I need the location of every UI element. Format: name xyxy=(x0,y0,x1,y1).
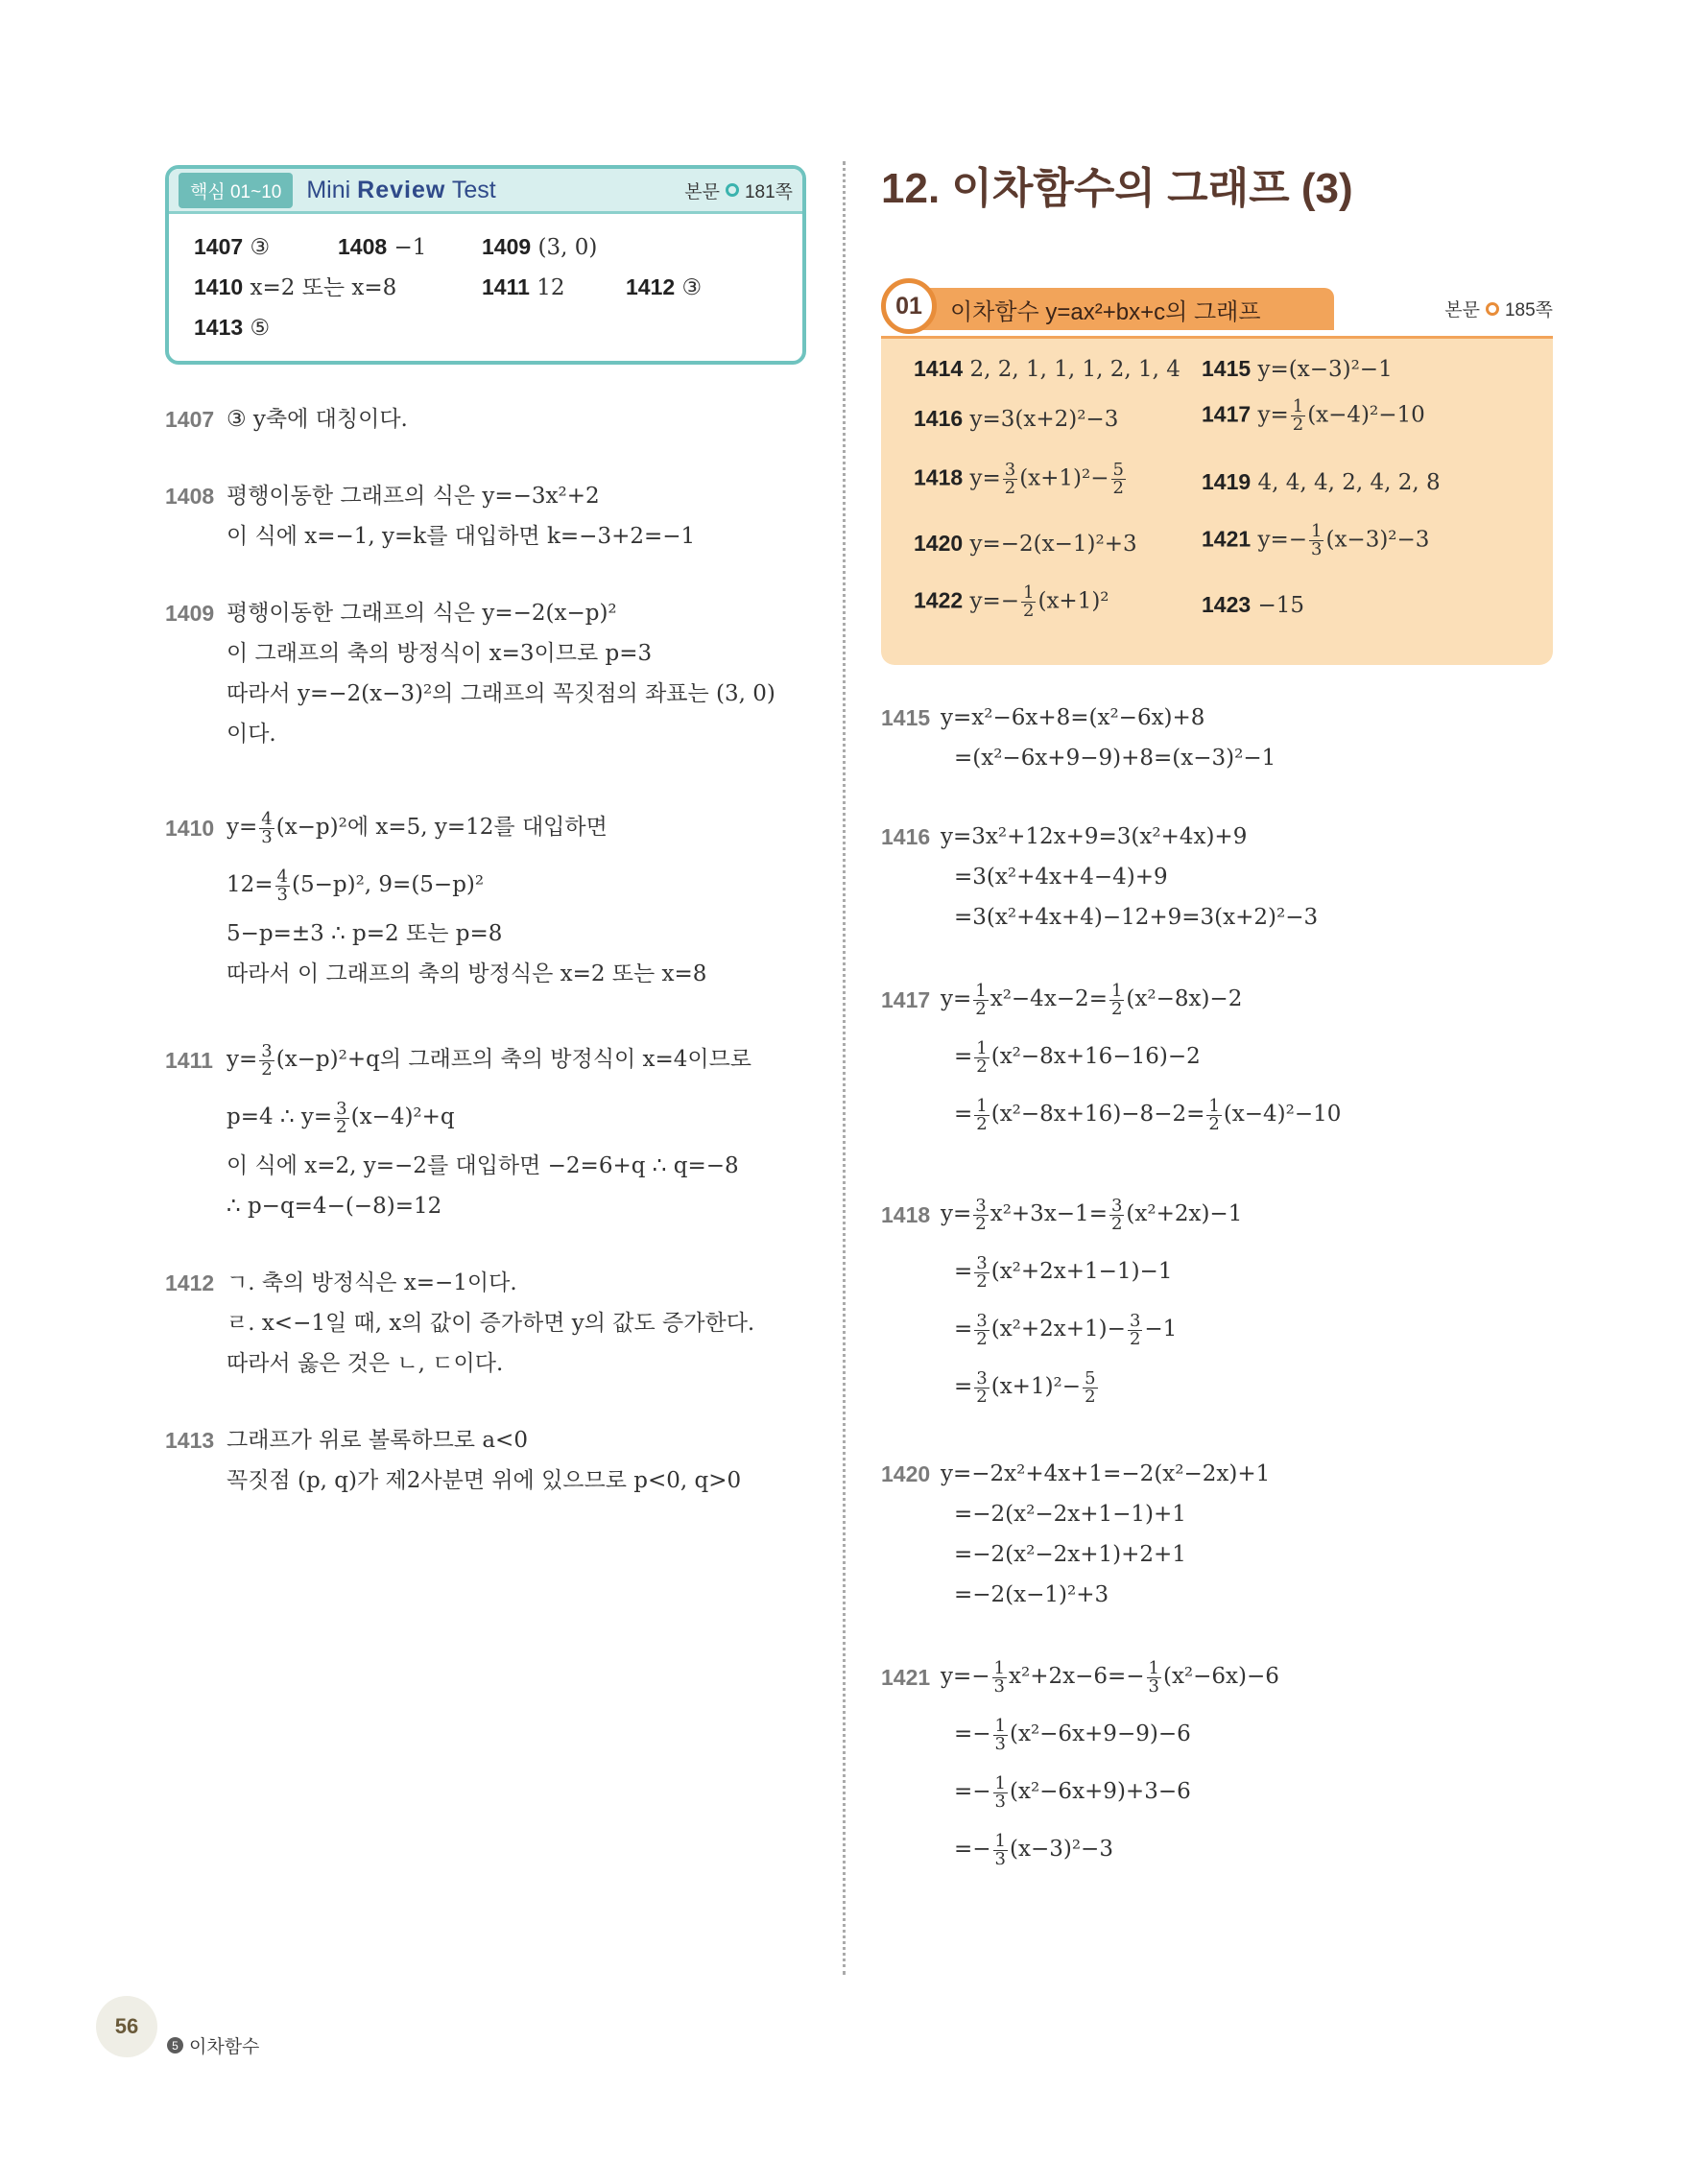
answer-1413: 1413 ⑤ xyxy=(194,315,271,341)
solution-1411: 1411 y= $\frac{3}{2}$ (x−p)²+q의 그래프의 축의 방정식이 x=4이므로 p=4 ∴ y= $\frac{3}{2}$ (x−4)²+q 이 식에 x=2, y=−2를 대입하면 −2=6+q ∴ q=−8 ∴ p−q=4−(−8)=12 xyxy=(165,1040,752,1219)
solution-1415: 1415 y=x²−6x+8=(x²−6x)+8 =(x²−6x+9−9)+8=(x−3)²−1 xyxy=(881,705,1276,771)
chapter-title: 12. 이차함수의 그래프 (3) xyxy=(881,165,1353,212)
answer-1407: 1407 ③ xyxy=(194,234,271,260)
solution-1416: 1416 y=3x²+12x+9=3(x²+4x)+9 =3(x²+4x+4−4)+9 =3(x²+4x+4)−12+9=3(x+2)²−3 xyxy=(881,824,1319,930)
mini-review-box xyxy=(165,165,806,365)
solution-1413: 1413 그래프가 위로 볼록하므로 a<0 꼭짓점 (p, q)가 제2사분면 위에 있으므로 p<0, q>0 xyxy=(165,1428,742,1493)
solution-1409: 1409 평행이동한 그래프의 식은 y=−2(x−p)² 이 그래프의 축의 방정식이 x=3이므로 p=3 따라서 y=−2(x−3)²의 그래프의 꼭짓점의 좌표는 (3, 0) 이다. xyxy=(165,601,775,747)
answer-1408: 1408 −1 xyxy=(338,234,427,260)
section-page-reference: 본문 185쪽 xyxy=(1444,300,1553,320)
chapter-footer xyxy=(167,2032,259,2058)
solution-1417: 1417 y= $\frac{1}{2}$ x²−4x−2= $\frac{1}{2}$ (x²−8x)−2 = $\frac{1}{2}$ (x²−8x+16−16)−2 = $\frac{1}{2}$ (x²−8x+16)−8−2= $\frac{1}{2}$ (x−4)²−10 xyxy=(881,980,1342,1134)
arrow-circle-icon xyxy=(726,183,739,197)
answer-1419: 1419 4, 4, 4, 2, 4, 2, 8 xyxy=(1202,469,1441,495)
section-number-badge: 01 xyxy=(881,278,937,334)
mini-review-title: Mini Review Test xyxy=(306,176,496,203)
answer-1410: 1410 x=2 또는 x=8 xyxy=(194,274,397,300)
core-tag: 핵심 01~10 xyxy=(179,173,293,208)
answer-1423: 1423 −15 xyxy=(1202,592,1305,618)
right-column xyxy=(881,154,1553,1878)
solution-1408: 1408 평행이동한 그래프의 식은 y=−3x²+2 이 식에 x=−1, y=k를 대입하면 k=−3+2=−1 xyxy=(165,484,696,549)
answer-1417: 1417 y= $\frac{1}{2}$ (x−4)²−10 xyxy=(1202,396,1425,435)
answer-1412: 1412 ③ xyxy=(626,274,703,300)
chapter-number-icon: 5 xyxy=(167,2037,183,2053)
solution-1418: 1418 y= $\frac{3}{2}$ x²+3x−1= $\frac{3}{2}$ (x²+2x)−1 = $\frac{3}{2}$ (x²+2x+1−1)−1 = $\frac{3}{2}$ (x²+2x+1)− $\frac{3}{2}$ −1 = $\frac{3}{2}$ (x+1)²− $\frac{5}{2}$ xyxy=(881,1195,1243,1407)
chapter-name: 이차함수 xyxy=(189,2037,260,2057)
answer-1415: 1415 y=(x−3)²−1 xyxy=(1202,356,1393,382)
mini-review-header xyxy=(169,169,802,214)
answer-1422: 1422 y=− $\frac{1}{2}$ (x+1)² xyxy=(914,582,1109,621)
page-number: 56 xyxy=(96,1996,157,2057)
solution-1420: 1420 y=−2x²+4x+1=−2(x²−2x)+1 =−2(x²−2x+1−1)+1 =−2(x²−2x+1)+2+1 =−2(x−1)²+3 xyxy=(881,1461,1271,1607)
solution-1412: 1412 ㄱ. 축의 방정식은 x=−1이다. ㄹ. x<−1일 때, x의 값이 증가하면 y의 값도 증가한다. 따라서 옳은 것은 ㄴ, ㄷ이다. xyxy=(165,1270,755,1376)
solution-1407: 1407 ③ y축에 대칭이다. xyxy=(165,407,408,432)
answer-1421: 1421 y=− $\frac{1}{3}$ (x−3)²−3 xyxy=(1202,521,1430,559)
answer-1418: 1418 y= $\frac{3}{2}$ (x+1)²− $\frac{5}{2}$ xyxy=(914,460,1124,498)
answer-1420: 1420 y=−2(x−1)²+3 xyxy=(914,531,1137,557)
section-title: 이차함수 y=ax²+bx+c의 그래프 xyxy=(916,288,1334,330)
section-answers-box xyxy=(881,336,1553,665)
section-header xyxy=(881,282,1553,336)
page-reference: 본문 181쪽 xyxy=(684,181,793,202)
left-column xyxy=(165,165,806,1501)
answer-1409: 1409 (3, 0) xyxy=(482,234,598,260)
column-divider xyxy=(843,161,846,1975)
answer-1411: 1411 12 xyxy=(482,274,565,300)
arrow-circle-icon xyxy=(1486,302,1499,316)
answer-1414: 1414 2, 2, 1, 1, 1, 2, 1, 4 xyxy=(914,356,1180,382)
answer-1416: 1416 y=3(x+2)²−3 xyxy=(914,406,1119,432)
solution-1421: 1421 y=− $\frac{1}{3}$ x²+2x−6=− $\frac{1}{3}$ (x²−6x)−6 =− $\frac{1}{3}$ (x²−6x+9−9)−6 =− $\frac{1}{3}$ (x²−6x+9)+3−6 =− $\frac{1}{3}$ (x−3)²−3 xyxy=(881,1657,1279,1869)
solution-1410: 1410 y= $\frac{4}{3}$ (x−p)²에 x=5, y=12를 대입하면 12= $\frac{4}{3}$ (5−p)², 9=(5−p)² 5−p=±3 ∴ p=2 또는 p=8 따라서 이 그래프의 축의 방정식은 x=2 또는 x=8 xyxy=(165,808,707,986)
